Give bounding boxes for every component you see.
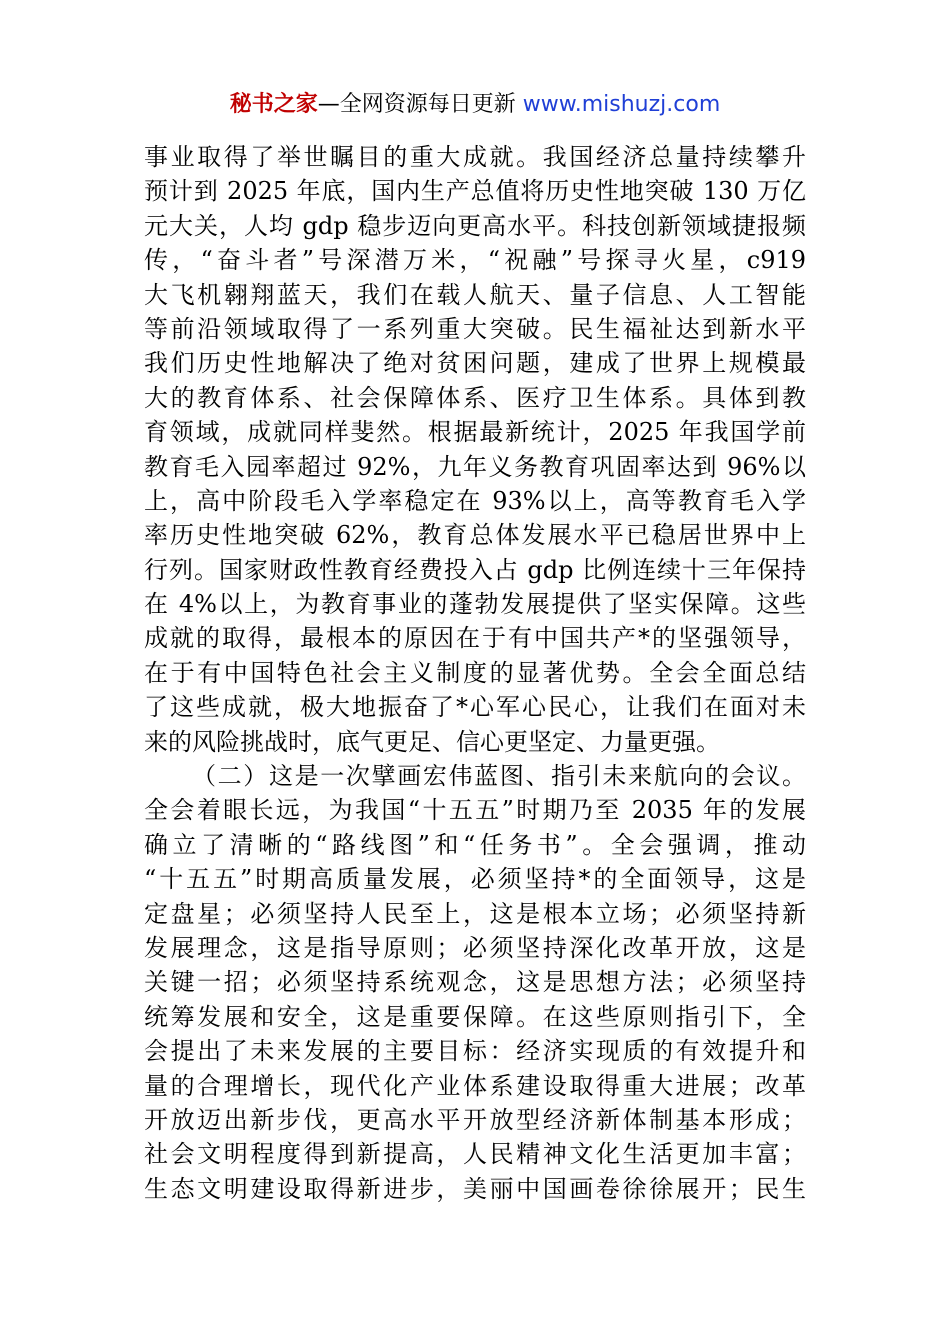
text-line: 来的风险挑战时，底气更足、信心更坚定、力量更强。 [144,727,720,756]
header-tagline: —全网资源每日更新 [317,92,516,117]
text-line: 等前沿领域取得了一系列重大突破。民生福祉达到新水平 [144,314,806,343]
text-line: 关键一招；必须坚持系统观念，这是思想方法；必须坚持 [144,968,806,997]
text-line: “十五五”时期高质量发展，必须坚持*的全面领导，这是 [144,865,806,894]
text-line: 全会着眼长远，为我国“十五五”时期乃至 2035 年的发展 [144,796,806,825]
text-line: 上，高中阶段毛入学率稳定在 93%以上，高等教育毛入学 [144,486,806,515]
text-line: 在 4%以上，为教育事业的蓬勃发展提供了坚实保障。这些 [144,590,806,619]
text-line: 社会文明程度得到新提高，人民精神文化生活更加丰富； [144,1140,806,1169]
text-line: 了这些成就，极大地振奋了*心军心民心，让我们在面对未 [144,693,806,722]
text-line: 行列。国家财政性教育经费投入占 gdp 比例连续十三年保持 [144,555,806,584]
text-line: 在于有中国特色社会主义制度的显著优势。全会全面总结 [144,658,806,687]
text-line: 元大关，人均 gdp 稳步迈向更高水平。科技创新领域捷报频 [144,211,806,240]
text-line: 开放迈出新步伐，更高水平开放型经济新体制基本形成； [144,1105,806,1134]
text-line: 量的合理增长，现代化产业体系建设取得重大进展；改革 [144,1071,806,1100]
text-line: 大飞机翱翔蓝天，我们在载人航天、量子信息、人工智能 [144,280,806,309]
text-line: 预计到 2025 年底，国内生产总值将历史性地突破 130 万亿 [144,177,806,206]
site-url-link[interactable]: www.mishuzj.com [522,92,721,117]
text-line: 传，“奋斗者”号深潜万米，“祝融”号探寻火星，c919 [144,246,806,275]
text-line: 育领域，成就同样斐然。根据最新统计，2025 年我国学前 [144,418,806,447]
text-line: 教育毛入园率超过 92%，九年义务教育巩固率达到 96%以 [144,452,806,481]
text-line: 事业取得了举世瞩目的重大成就。我国经济总量持续攀升 [144,143,806,171]
text-line: 成就的取得，最根本的原因在于有中国共产*的坚强领导， [144,624,806,653]
document-body [144,140,806,1206]
page-header [0,90,950,120]
text-line: 生态文明建设取得新进步，美丽中国画卷徐徐展开；民生 [144,1174,806,1203]
paragraph-2 [144,759,806,1206]
paragraph-1 [144,140,806,759]
text-line: 我们历史性地解决了绝对贫困问题，建成了世界上规模最 [144,349,806,378]
text-line: 定盘星；必须坚持人民至上，这是根本立场；必须坚持新 [144,899,806,928]
text-line: 确立了清晰的“路线图”和“任务书”。全会强调，推动 [144,830,806,859]
text-line: 率历史性地突破 62%，教育总体发展水平已稳居世界中上 [144,521,806,550]
text-line: 大的教育体系、社会保障体系、医疗卫生体系。具体到教 [144,383,806,412]
text-line: 统筹发展和安全，这是重要保障。在这些原则指引下，全 [144,1002,806,1031]
text-line: 发展理念，这是指导原则；必须坚持深化改革开放，这是 [144,933,806,962]
text-line: （二）这是一次擘画宏伟蓝图、指引未来航向的会议。 [192,762,806,791]
text-line: 会提出了未来发展的主要目标：经济实现质的有效提升和 [144,1037,806,1066]
brand-name: 秘书之家 [229,92,318,117]
